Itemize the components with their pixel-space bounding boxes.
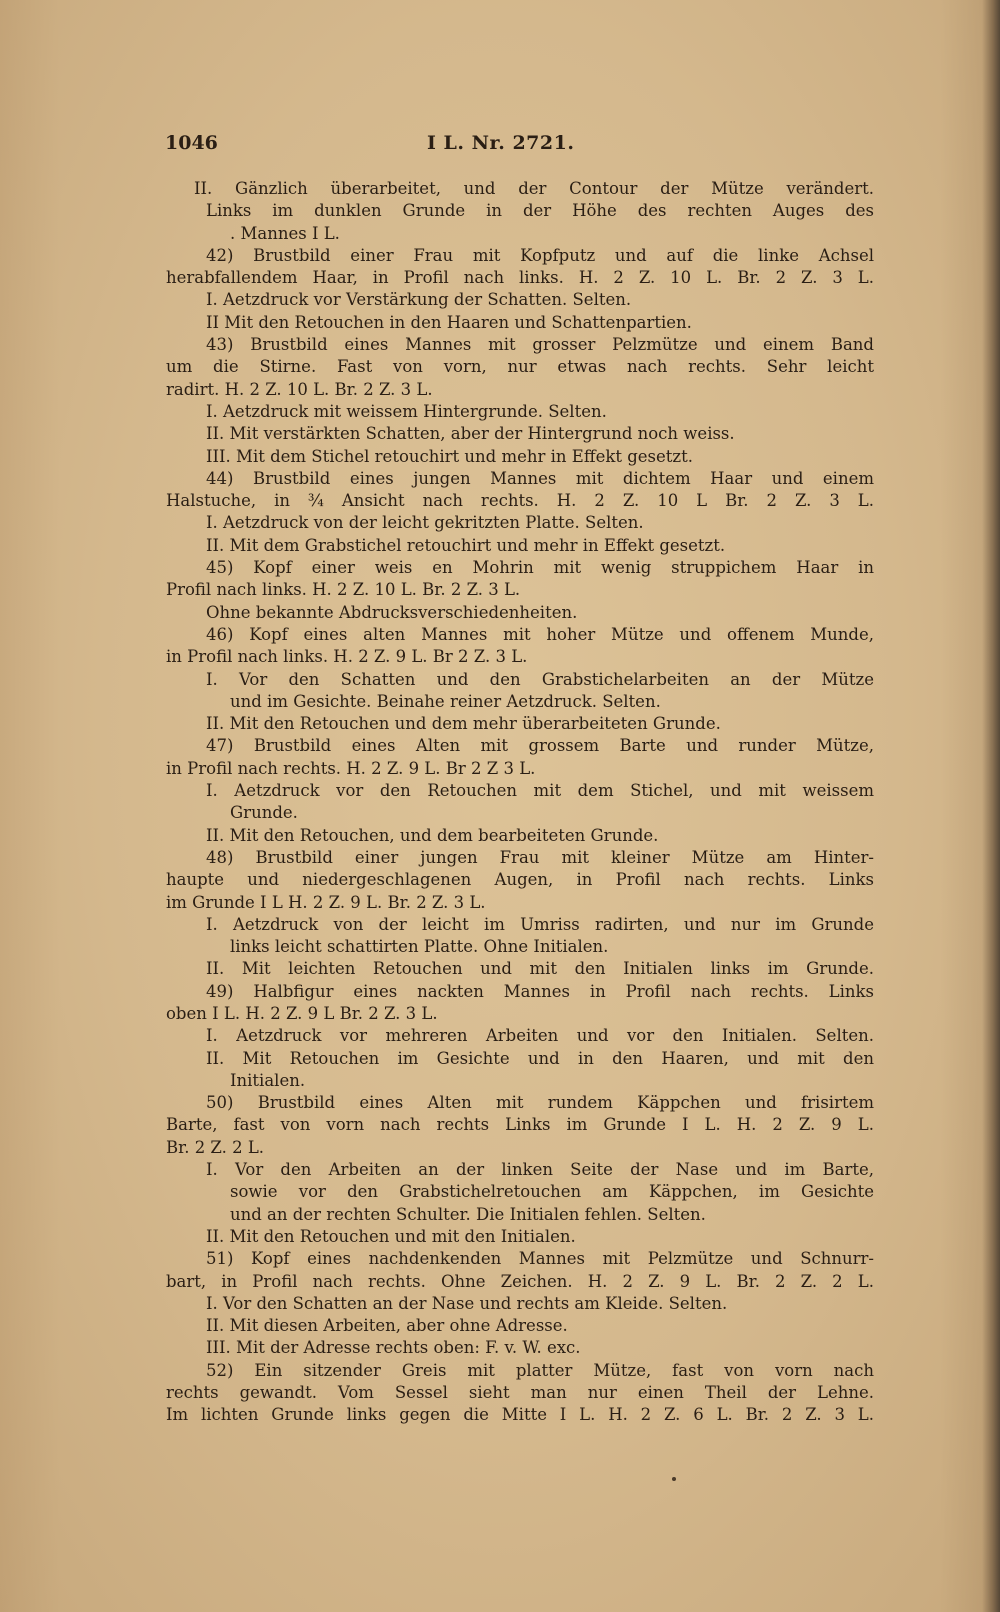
text-line: im Grunde I L H. 2 Z. 9 L. Br. 2 Z. 3 L. — [166, 892, 486, 912]
text-line: II Mit den Retouchen in den Haaren und Schattenpartien. — [206, 312, 692, 332]
text-line: I. Aetzdruck von der leicht gekritzten Platte. Selten. — [206, 513, 644, 533]
text-line: II. Mit diesen Arbeiten, aber ohne Adresse. — [206, 1316, 568, 1336]
text-line: rechts gewandt. Vom Sessel sieht man nur einen Theil der Lehne. — [166, 1383, 874, 1403]
text-line: oben I L. H. 2 Z. 9 L Br. 2 Z. 3 L. — [166, 1003, 438, 1023]
text-line: 50) Brustbild eines Alten mit rundem Käppchen und frisirtem — [206, 1093, 874, 1113]
page-header — [165, 132, 875, 162]
text-line: II. Mit dem Grabstichel retouchirt und mehr in Effekt gesetzt. — [206, 535, 726, 555]
text-line: bart, in Profil nach rechts. Ohne Zeichen. H. 2 Z. 9 L. Br. 2 Z. 2 L. — [166, 1271, 874, 1291]
catalogue-text — [166, 178, 874, 1427]
text-line: I. Aetzdruck vor Verstärkung der Schatten. Selten. — [206, 290, 632, 310]
text-line: 45) Kopf einer weis en Mohrin mit wenig struppichem Haar in — [206, 558, 874, 578]
text-line: Ohne bekannte Abdrucksverschiedenheiten. — [206, 602, 578, 622]
text-line: radirt. H. 2 Z. 10 L. Br. 2 Z. 3 L. — [166, 379, 433, 399]
text-line: 52) Ein sitzender Greis mit platter Mütze, fast von vorn nach — [206, 1360, 874, 1380]
text-line: I. Aetzdruck von der leicht im Umriss radirten, und nur im Grunde — [206, 914, 874, 934]
text-line: Profil nach links. H. 2 Z. 10 L. Br. 2 Z. 3 L. — [166, 580, 521, 600]
text-line: haupte und niedergeschlagenen Augen, in Profil nach rechts. Links — [166, 870, 874, 890]
text-line: Grunde. — [230, 803, 298, 823]
text-line: in Profil nach rechts. H. 2 Z. 9 L. Br 2 Z 3 L. — [166, 758, 536, 778]
text-line: 51) Kopf eines nachdenkenden Mannes mit Pelzmütze und Schnurr- — [206, 1249, 874, 1269]
text-line: links leicht schattirten Platte. Ohne Initialen. — [230, 937, 609, 957]
text-line: II. Gänzlich überarbeitet, und der Contour der Mütze verändert. — [194, 179, 874, 198]
text-line: 43) Brustbild eines Mannes mit grosser Pelzmütze und einem Band — [206, 335, 874, 355]
text-line: II. Mit den Retouchen und mit den Initialen. — [206, 1226, 576, 1246]
text-line: 42) Brustbild einer Frau mit Kopfputz und auf die linke Achsel — [206, 245, 874, 265]
page-number: 1046 — [165, 132, 218, 154]
text-line: 46) Kopf eines alten Mannes mit hoher Mütze und offenem Munde, — [206, 624, 874, 644]
text-line: II. Mit Retouchen im Gesichte und in den Haaren, und mit den — [206, 1048, 874, 1068]
text-line: und an der rechten Schulter. Die Initialen fehlen. Selten. — [230, 1204, 706, 1224]
text-line: 47) Brustbild eines Alten mit grossem Barte und runder Mütze, — [206, 736, 874, 756]
text-line: Br. 2 Z. 2 L. — [166, 1137, 265, 1157]
text-line: Initialen. — [230, 1070, 306, 1090]
text-line: II. Mit leichten Retouchen und mit den Initialen links im Grunde. — [206, 959, 874, 979]
text-line: und im Gesichte. Beinahe reiner Aetzdruck. Selten. — [230, 691, 661, 711]
text-line: 49) Halbfigur eines nackten Mannes in Profil nach rechts. Links — [206, 981, 874, 1001]
text-line: Im lichten Grunde links gegen die Mitte I L. H. 2 Z. 6 L. Br. 2 Z. 3 L. — [166, 1405, 874, 1425]
text-line: Halstuche, in ¾ Ansicht nach rechts. H. 2 Z. 10 L Br. 2 Z. 3 L. — [166, 491, 874, 511]
text-line: Links im dunklen Grunde in der Höhe des rechten Auges des — [206, 201, 874, 221]
text-line: I. Aetzdruck vor mehreren Arbeiten und vor den Initialen. Selten. — [206, 1026, 874, 1046]
text-line: . Mannes I L. — [230, 223, 340, 243]
text-line: I. Vor den Arbeiten an der linken Seite der Nase und im Barte, — [206, 1160, 874, 1180]
text-line: III. Mit der Adresse rechts oben: F. v. W. exc. — [206, 1338, 581, 1358]
text-line: I. Aetzdruck vor den Retouchen mit dem Stichel, und mit weissem — [206, 781, 874, 801]
text-line: I. Vor den Schatten an der Nase und rechts am Kleide. Selten. — [206, 1293, 728, 1313]
text-line: herabfallendem Haar, in Profil nach links. H. 2 Z. 10 L. Br. 2 Z. 3 L. — [166, 268, 874, 288]
text-line: sowie vor den Grabstichelretouchen am Käppchen, im Gesichte — [230, 1182, 874, 1202]
text-line: 48) Brustbild einer jungen Frau mit kleiner Mütze am Hinter- — [206, 847, 874, 867]
ink-speck — [672, 1477, 676, 1481]
text-line: in Profil nach links. H. 2 Z. 9 L. Br 2 Z. 3 L. — [166, 647, 528, 667]
running-title: I L. Nr. 2721. — [427, 132, 575, 154]
text-line: I. Aetzdruck mit weissem Hintergrunde. Selten. — [206, 401, 607, 421]
text-line: 44) Brustbild eines jungen Mannes mit dichtem Haar und einem — [206, 468, 874, 488]
text-line: II. Mit den Retouchen, und dem bearbeiteten Grunde. — [206, 825, 659, 845]
text-line: II. Mit verstärkten Schatten, aber der Hintergrund noch weiss. — [206, 424, 735, 444]
text-line: III. Mit dem Stichel retouchirt und mehr in Effekt gesetzt. — [206, 446, 693, 466]
text-line: II. Mit den Retouchen und dem mehr überarbeiteten Grunde. — [206, 714, 721, 734]
text-line: Barte, fast von vorn nach rechts Links im Grunde I L. H. 2 Z. 9 L. — [166, 1115, 874, 1135]
text-line: I. Vor den Schatten und den Grabstichelarbeiten an der Mütze — [206, 669, 874, 689]
page-edge-shadow — [982, 0, 1000, 1612]
text-line: um die Stirne. Fast von vorn, nur etwas nach rechts. Sehr leicht — [166, 357, 874, 377]
